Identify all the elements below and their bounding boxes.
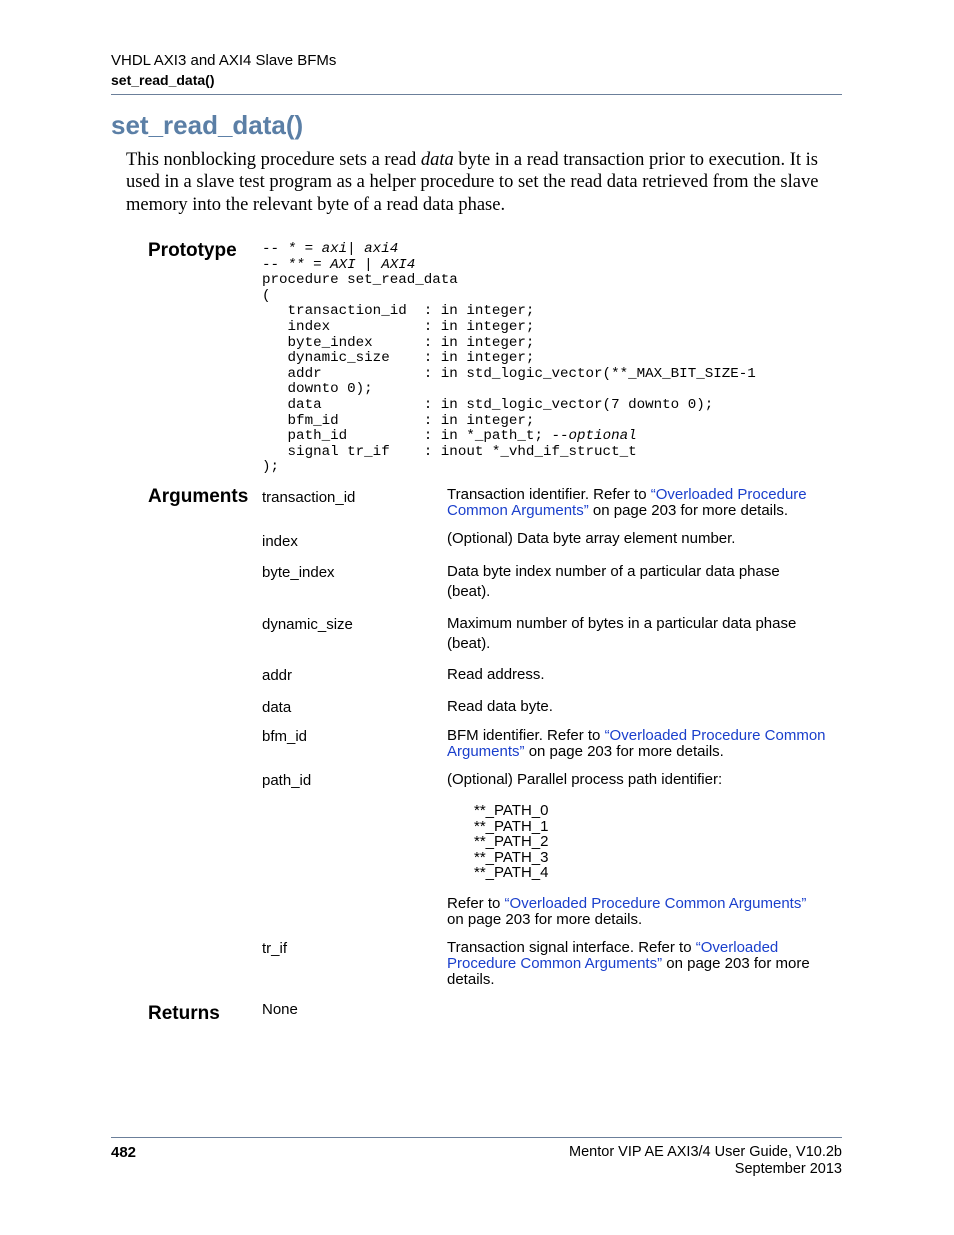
footer-rule — [111, 1137, 842, 1138]
arg-desc-bfm-id: BFM identifier. Refer to “Overloaded Procedure Common Arguments” on page 203 for more details. — [447, 727, 826, 760]
intro-emphasis: data — [420, 150, 454, 170]
intro-paragraph: This nonblocking procedure sets a read data byte in a read transaction prior to execution. It is used in a slave test program as a helper procedure to set the read data retrieved from the slave memory into the relevant byte of a read data phase. — [126, 150, 819, 215]
prototype-label: Prototype — [148, 240, 237, 261]
overloaded-args-link[interactable]: “Overloaded Procedure Common Arguments” — [504, 895, 807, 912]
page-number: 482 — [111, 1144, 137, 1161]
returns-value: None — [262, 1001, 298, 1018]
arg-desc-path-id-refer: Refer to “Overloaded Procedure Common Arguments” on page 203 for more details. — [447, 895, 807, 928]
footer-doc-info — [569, 1144, 842, 1178]
arg-name-transaction-id: transaction_id — [262, 489, 356, 506]
arg-desc-tr-if: Transaction signal interface. Refer to “Overloaded Procedure Common Arguments” on page 203 for more details. — [447, 939, 810, 988]
arg-desc-dynamic-size: Maximum number of bytes in a particular data phase (beat). — [447, 615, 797, 652]
arg-name-index: index — [262, 533, 298, 550]
running-header-procedure: set_read_data() — [111, 72, 215, 88]
prototype-code — [262, 242, 756, 476]
prototype-comment-2: -- ** = AXI | AXI4 — [262, 256, 416, 273]
list-item: **_PATH_3 — [474, 848, 549, 866]
arg-desc-transaction-id: Transaction identifier. Refer to “Overloaded Procedure Common Arguments” on page 203 for more details. — [447, 486, 807, 519]
prototype-signature-end: signal tr_if : inout *_vhd_if_struct_t ); — [262, 443, 637, 476]
arg-name-data: data — [262, 699, 292, 716]
arg-desc-path-id: (Optional) Parallel process path identifier: — [447, 771, 723, 788]
arguments-label: Arguments — [148, 486, 249, 507]
arg-name-tr-if: tr_if — [262, 940, 288, 957]
list-item: **_PATH_0 — [474, 802, 549, 819]
arg-desc-addr: Read address. — [447, 666, 545, 683]
path-id-values-list — [474, 803, 548, 881]
arg-desc-index: (Optional) Data byte array element number. — [447, 530, 736, 547]
prototype-comment-1: -- * = axi| axi4 — [262, 241, 399, 257]
arg-name-dynamic-size: dynamic_size — [262, 616, 353, 633]
list-item: **_PATH_4 — [474, 864, 549, 881]
overloaded-args-link[interactable]: “Overloaded Procedure Common Arguments” — [447, 486, 807, 519]
returns-label: Returns — [148, 1003, 220, 1024]
prototype-signature: procedure set_read_data ( transaction_id : in integer; index : in integer; byte_index : in integer; dynamic_size : in integer; addr : in std_logic_vector(**_MAX_BIT_SIZE-1 downto 0); data : in std_logic_vector(7 downto 0); bfm_id : in integer; path_id : in *_path_t; — [262, 272, 756, 445]
arg-name-bfm-id: bfm_id — [262, 728, 308, 745]
page-title: set_read_data() — [111, 110, 304, 140]
arg-name-addr: addr — [262, 667, 293, 684]
header-rule — [111, 94, 842, 95]
overloaded-args-link[interactable]: “Overloaded Procedure Common Arguments” — [447, 727, 826, 760]
arg-desc-data: Read data byte. — [447, 698, 553, 715]
footer-doc-title: Mentor VIP AE AXI3/4 User Guide, V10.2b — [569, 1144, 842, 1160]
overloaded-args-link[interactable]: “Overloaded Procedure Common Arguments” — [447, 939, 779, 972]
footer-doc-date: September 2013 — [734, 1161, 842, 1177]
arg-desc-byte-index: Data byte index number of a particular data phase (beat). — [447, 563, 780, 600]
list-item: **_PATH_2 — [474, 833, 549, 850]
list-item: **_PATH_1 — [474, 817, 549, 835]
prototype-optional-comment: --optional — [551, 428, 637, 445]
arg-name-byte-index: byte_index — [262, 564, 335, 581]
arg-name-path-id: path_id — [262, 772, 312, 789]
running-header-section: VHDL AXI3 and AXI4 Slave BFMs — [111, 52, 337, 69]
